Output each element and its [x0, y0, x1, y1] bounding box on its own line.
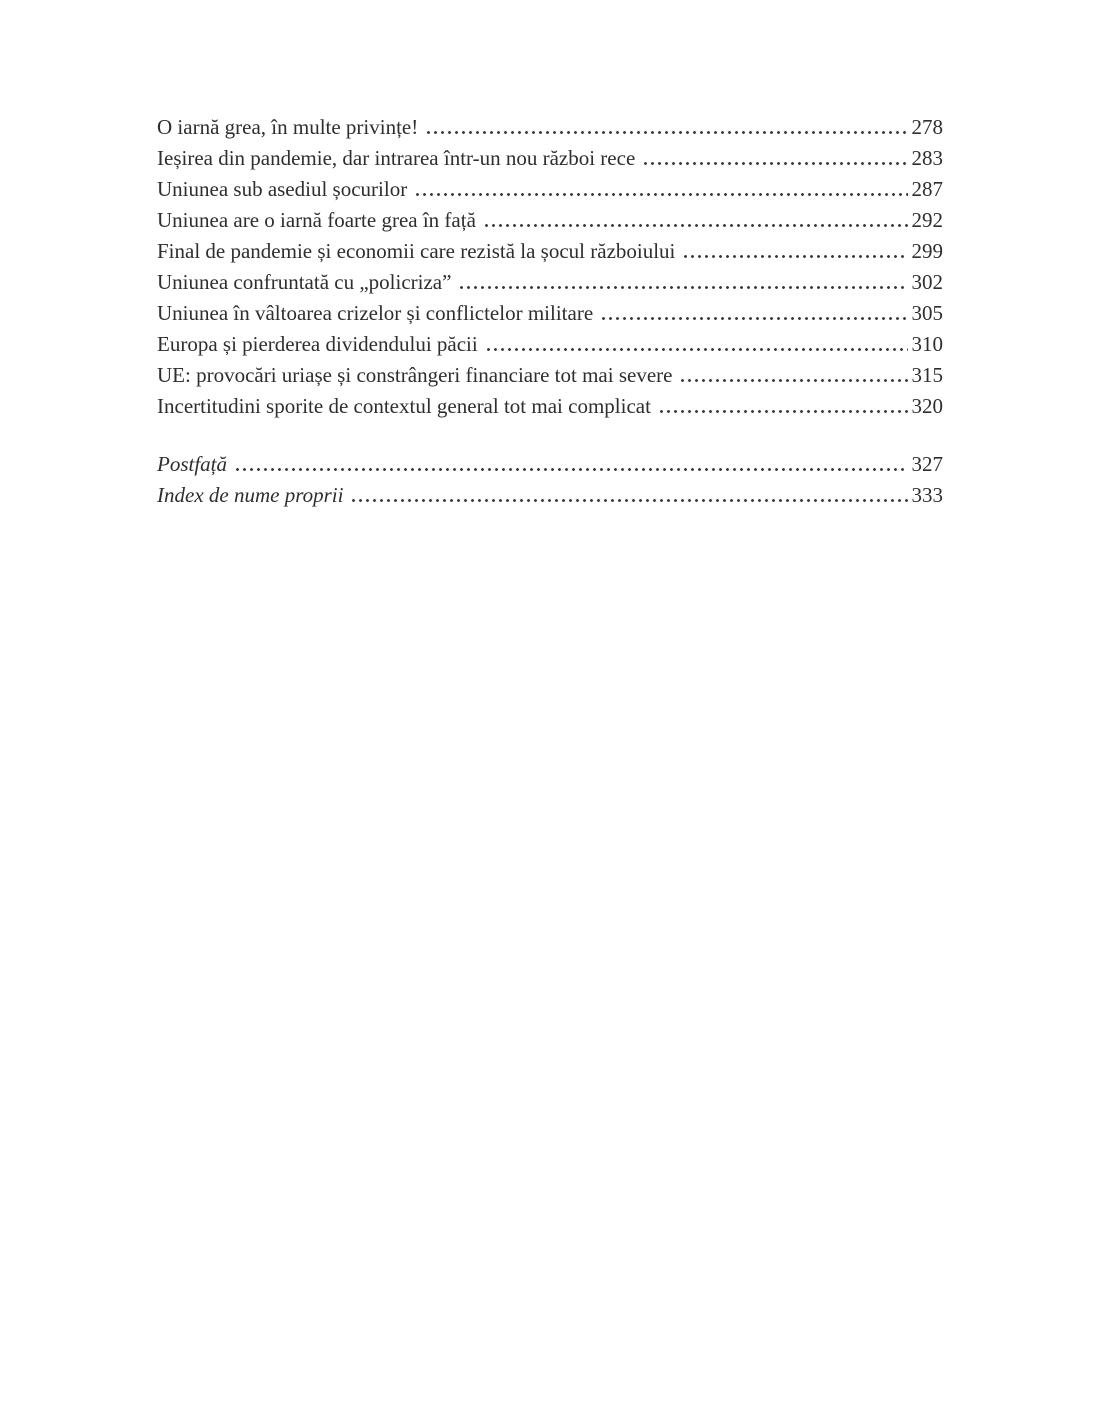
toc-entry — [157, 236, 943, 267]
toc-entry-page: 292 — [911, 208, 943, 232]
toc-entry — [157, 143, 943, 174]
toc-entry-title: Final de pandemie și economii care rezistă la șocul războiului — [157, 239, 676, 263]
toc-entry — [157, 329, 943, 360]
toc-entry — [157, 267, 943, 298]
toc-entry-page: 315 — [911, 363, 943, 387]
toc-entry — [157, 480, 943, 511]
dot-leader — [679, 379, 907, 382]
toc-entry — [157, 174, 943, 205]
toc-entry — [157, 391, 943, 422]
toc-entry-title: Postfață — [157, 452, 228, 476]
toc-entry-title: Uniunea sub asediul șocurilor — [157, 177, 408, 201]
toc-entry-page: 299 — [911, 239, 943, 263]
toc-entry-title: Index de nume proprii — [157, 483, 344, 507]
toc-entry-page: 320 — [911, 394, 943, 418]
toc-entry — [157, 205, 943, 236]
dot-leader — [414, 193, 907, 196]
dot-leader — [485, 348, 908, 351]
dot-leader — [600, 317, 907, 320]
toc-entry-page: 327 — [911, 452, 943, 476]
toc-entry-title: Uniunea în vâltoarea crizelor și conflictelor militare — [157, 301, 594, 325]
dot-leader — [458, 286, 907, 289]
toc-back-matter-list — [157, 449, 943, 511]
dot-leader — [682, 255, 907, 258]
toc-entry-title: O iarnă grea, în multe privințe! — [157, 115, 419, 139]
dot-leader — [425, 131, 907, 134]
toc-entry-title: Ieșirea din pandemie, dar intrarea într-un nou război rece — [157, 146, 636, 170]
dot-leader — [658, 410, 908, 413]
toc-entry-list — [157, 112, 943, 422]
toc-entry — [157, 360, 943, 391]
toc-entry — [157, 298, 943, 329]
toc-entry-title: Uniunea are o iarnă foarte grea în față — [157, 208, 476, 232]
toc-entry-page: 302 — [911, 270, 943, 294]
dot-leader — [642, 162, 907, 165]
toc-entry-page: 333 — [911, 483, 943, 507]
toc-entry-title: Incertitudini sporite de contextul general tot mai complicat — [157, 394, 651, 418]
toc-entry-page: 287 — [911, 177, 943, 201]
toc-entry-page: 278 — [911, 115, 943, 139]
dot-leader — [483, 224, 908, 227]
toc-entry-page: 283 — [911, 146, 943, 170]
toc-entry-title: Europa și pierderea dividendului păcii — [157, 332, 478, 356]
toc-entry-title: UE: provocări uriașe și constrângeri financiare tot mai severe — [157, 363, 673, 387]
table-of-contents — [157, 112, 943, 511]
toc-entry — [157, 112, 943, 143]
dot-leader — [350, 499, 907, 502]
toc-entry-page: 305 — [911, 301, 943, 325]
dot-leader — [234, 468, 907, 471]
toc-entry-page: 310 — [911, 332, 943, 356]
toc-entry — [157, 449, 943, 480]
toc-entry-title: Uniunea confruntată cu „policriza” — [157, 270, 452, 294]
